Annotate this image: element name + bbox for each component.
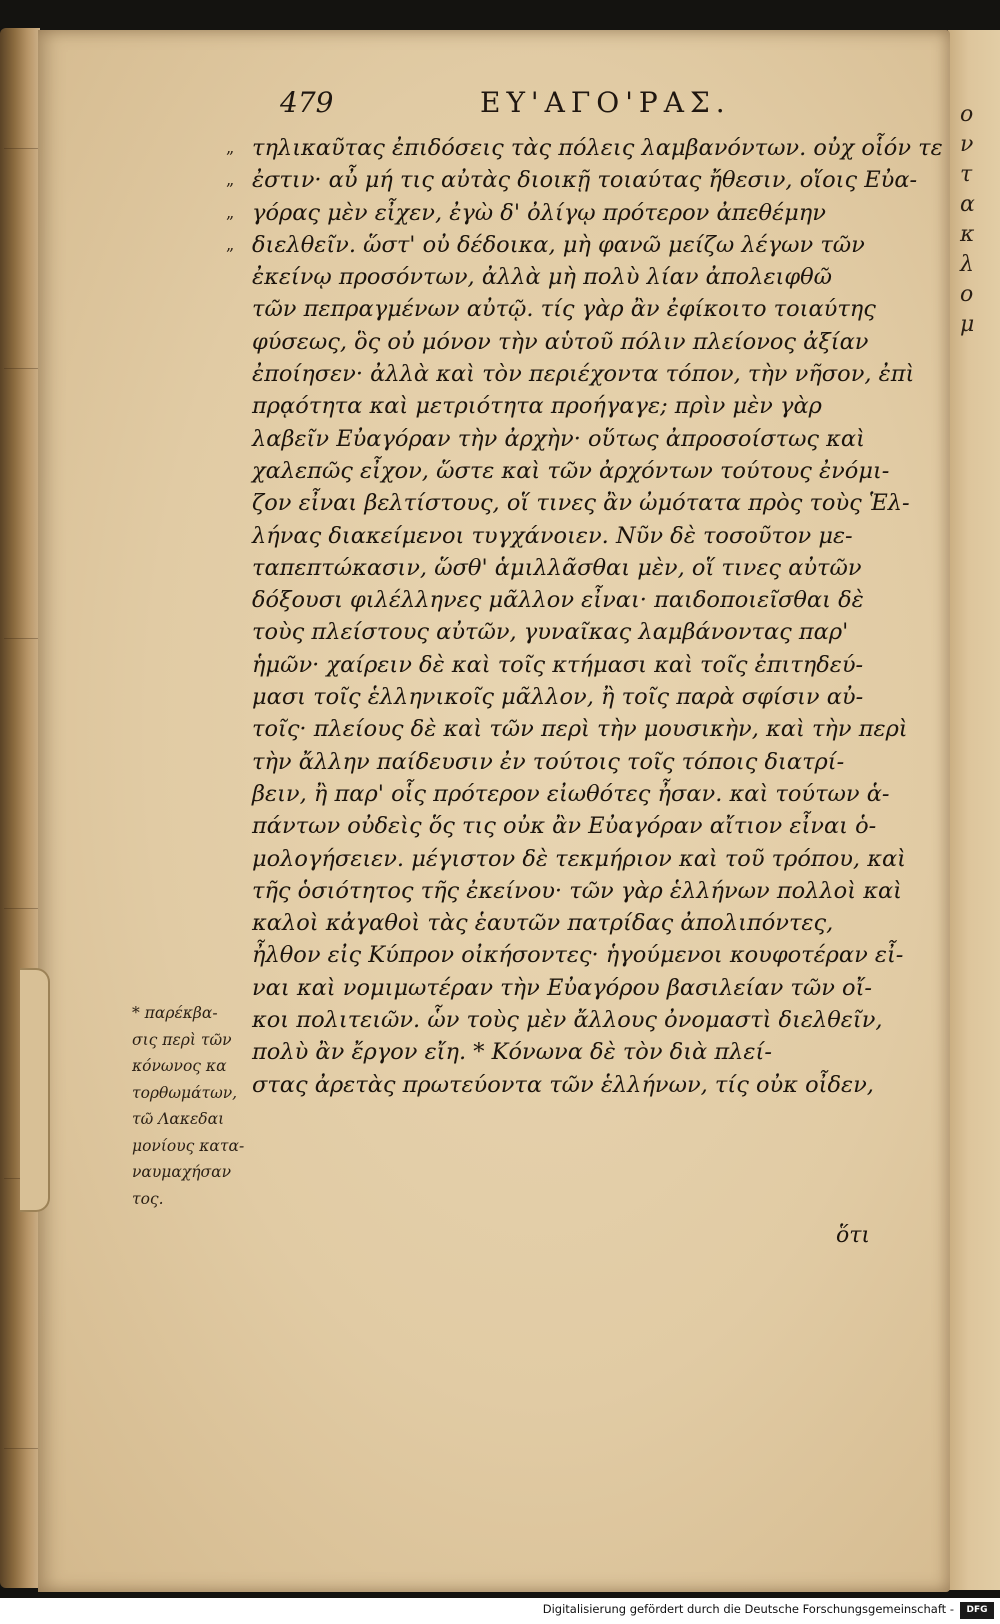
text-line: δόξουσι φιλέλληνες μᾶλλον εἶναι· παιδοποιεῖσθαι δὲ — [252, 587, 864, 614]
text-line: λαβεῖν Εὐαγόραν τὴν ἀρχὴν· οὕτως ἀπροσοίστως καὶ — [252, 425, 865, 452]
quotation-mark: „ — [226, 170, 235, 190]
text-line: πρᾳότητα καὶ μετριότητα προήγαγε; πρὶν μὲν γὰρ — [252, 393, 822, 420]
marginal-note-line: ναυμαχήσαν — [132, 1163, 232, 1181]
marginal-note-line: μονίους κατα- — [132, 1136, 245, 1155]
text-line: καλοὶ κἀγαθοὶ τὰς ἑαυτῶν πατρίδας ἀπολιπόντες, — [252, 910, 834, 937]
text-line: ἐποίησεν· ἀλλὰ καὶ τὸν περιέχοντα τόπον, τὴν νῆσον, ἐπὶ — [252, 361, 915, 388]
text-line: ἐκείνῳ προσόντων, ἀλλὰ μὴ πολὺ λίαν ἀπολειφθῶ — [252, 264, 833, 291]
text-line: φύσεως, ὃς οὐ μόνον τὴν αὑτοῦ πόλιν πλείονος ἀξίαν — [252, 328, 869, 355]
text-line: ταπεπτώκασιν, ὥσθ' ἁμιλλᾶσθαι μὲν, οἵ τινες αὐτῶν — [252, 554, 862, 581]
text-line: τῶν πεπραγμένων αὐτῷ. τίς γὰρ ἂν ἐφίκοιτο τοιαύτης — [252, 296, 876, 323]
marginal-note-line: τορθωμάτων, — [132, 1083, 238, 1102]
text-line: „ τηλικαῦτας ἐπιδόσεις τὰς πόλεις λαμβανόντων. οὐχ οἷόν τε — [252, 132, 912, 164]
catchword: ὅτι — [836, 1223, 871, 1248]
text-line: ναι καὶ νομιμωτέραν τὴν Εὐαγόρου βασιλείαν τῶν οἴ- — [252, 974, 872, 1001]
text-line: λήνας διακείμενοι τυγχάνοιεν. Νῦν δὲ τοσοῦτον με- — [252, 522, 853, 549]
footer-credit-text: Digitalisierung gefördert durch die Deutsche Forschungsgemeinschaft - — [542, 1602, 954, 1616]
text-line: τὴν ἄλλην παίδευσιν ἐν τούτοις τοῖς τόποις διατρί- — [252, 748, 845, 775]
book-page-edges — [0, 28, 40, 1588]
marginal-note-line: τῶ Λακεδαι — [132, 1110, 225, 1128]
page-tab-marker — [20, 968, 50, 1212]
body-text — [226, 132, 943, 1101]
marginal-note-line: σις περὶ τῶν — [132, 1030, 232, 1049]
text-line: μασι τοῖς ἑλληνικοῖς μᾶλλον, ἢ τοῖς παρὰ σφίσιν αὐ- — [252, 684, 864, 711]
text-line: κοι πολιτειῶν. ὧν τοὺς μὲν ἄλλους ὀνομαστὶ διελθεῖν, — [252, 1007, 883, 1034]
text-line: ζον εἶναι βελτίστους, οἵ τινες ἂν ὠμότατα πρὸς τοὺς Ἑλ- — [252, 490, 910, 517]
text-line: ἦλθον εἰς Κύπρον οἰκήσοντες· ἡγούμενοι κουφοτέραν εἶ- — [252, 942, 904, 969]
digitization-footer — [0, 1598, 1000, 1624]
text-line: βειν, ἢ παρ' οἷς πρότερον εἰωθότες ἦσαν. καὶ τούτων ἁ- — [252, 780, 890, 807]
text-line: τῆς ὁσιότητος τῆς ἐκείνου· τῶν γὰρ ἑλλήνων πολλοὶ καὶ — [252, 877, 902, 904]
page-header — [280, 86, 920, 126]
quotation-mark: „ — [226, 234, 235, 254]
page-number: 479 — [280, 86, 334, 119]
text-line: στας ἀρετὰς πρωτεύοντα τῶν ἑλλήνων, τίς οὐκ οἶδεν, — [252, 1071, 874, 1098]
text-line: „ ἐστιν· αὖ μή τις αὐτὰς διοικῇ τοιαύτας ἤθεσιν, οἵοις Εὐα- — [252, 164, 912, 196]
marginal-note-line: κόνωνος κα — [132, 1057, 227, 1075]
text-line: πολὺ ἂν ἔργον εἴη. * Κόνωνα δὲ τὸν διὰ πλεί- — [252, 1039, 772, 1066]
text-line: χαλεπῶς εἶχον, ὥστε καὶ τῶν ἀρχόντων τούτους ἐνόμι- — [252, 457, 890, 484]
text-line: „ διελθεῖν. ὥστ' οὐ δέδοικα, μὴ φανῶ μείζω λέγων τῶν — [252, 229, 912, 261]
quotation-mark: „ — [226, 202, 235, 222]
text-line: τοῖς· πλείους δὲ καὶ τῶν περὶ τὴν μουσικὴν, καὶ τὴν περὶ — [252, 716, 908, 743]
marginal-note-line: * παρέκβα- — [132, 1004, 218, 1022]
facing-page-text: ο ν τ α κ λ ο μ — [960, 102, 975, 337]
text-line: „ γόρας μὲν εἶχεν, ἐγὼ δ' ὀλίγῳ πρότερον ἀπεθέμην — [252, 197, 912, 229]
text-line: μολογήσειεν. μέγιστον δὲ τεκμήριον καὶ τοῦ τρόπου, καὶ — [252, 845, 906, 872]
text-line: ἡμῶν· χαίρειν δὲ καὶ τοῖς κτήμασι καὶ τοῖς ἐπιτηδεύ- — [252, 651, 864, 678]
text-line: πάντων οὐδεὶς ὅς τις οὐκ ἂν Εὐαγόραν αἴτιον εἶναι ὁ- — [252, 813, 877, 840]
quotation-mark: „ — [226, 138, 235, 157]
marginal-note-line: τος. — [132, 1189, 164, 1208]
running-head: ΕΥ'ΑΓΟ'ΡΑΣ. — [480, 86, 731, 119]
text-line: τοὺς πλείστους αὐτῶν, γυναῖκας λαμβάνοντας παρ' — [252, 619, 849, 646]
dfg-logo: DFG — [960, 1602, 994, 1619]
marginal-note — [132, 1000, 262, 1212]
